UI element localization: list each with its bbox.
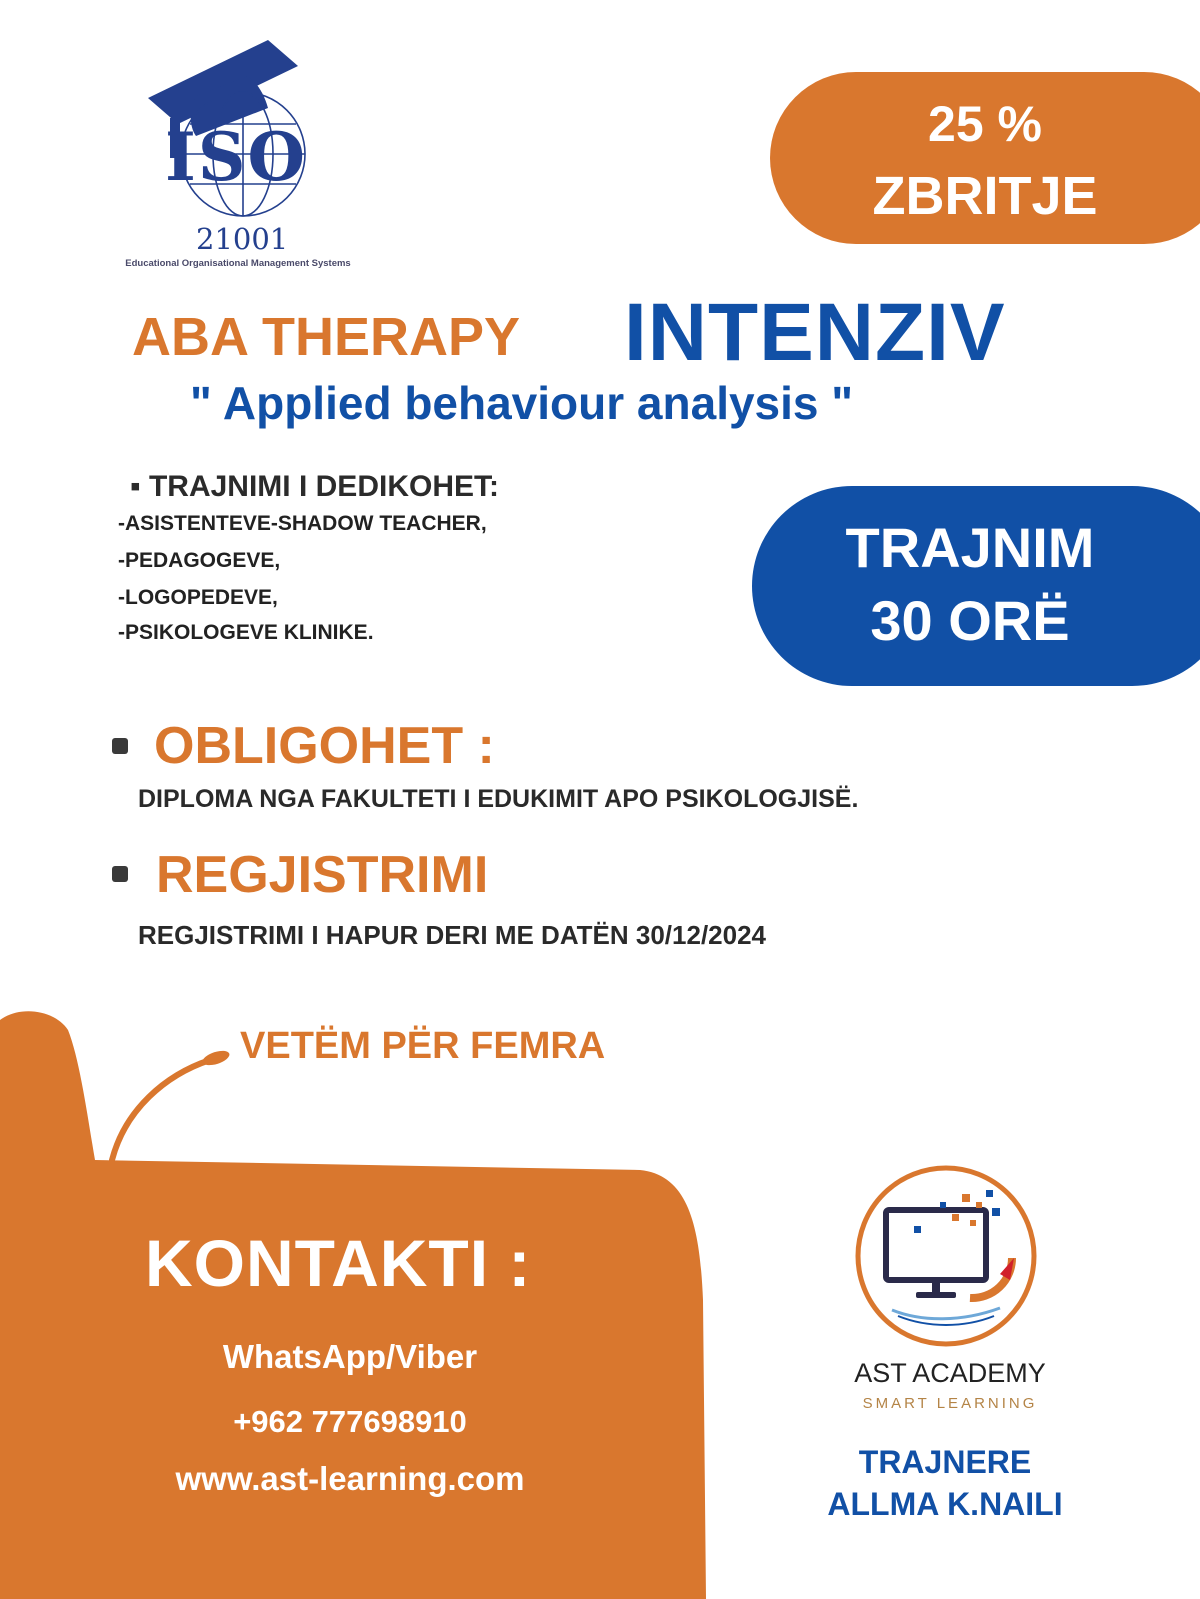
training-label: TRAJNIM — [845, 516, 1095, 579]
ast-academy-logo — [852, 1162, 1040, 1350]
registration-title: REGJISTRIMI — [156, 846, 489, 904]
headline-intenziv: INTENZIV — [624, 287, 1006, 378]
arrow-curve — [112, 1060, 210, 1160]
contact-website[interactable]: www.ast-learning.com — [175, 1460, 525, 1497]
dedicated-heading: ▪ TRAJNIMI I DEDIKOHET: — [130, 470, 499, 503]
contact-phone[interactable]: +962 777698910 — [233, 1404, 467, 1439]
academy-name: AST ACADEMY — [854, 1358, 1046, 1388]
headline-subtitle: " Applied behaviour analysis " — [190, 377, 854, 429]
dedicated-item: -PSIKOLOGEVE KLINIKE. — [118, 621, 374, 644]
iso-subtitle: Educational Organisational Management Systems — [125, 258, 351, 269]
academy-tagline: SMART LEARNING — [862, 1395, 1038, 1412]
headline-aba-therapy: ABA THERAPY — [132, 307, 521, 367]
contact-channel: WhatsApp/Viber — [222, 1338, 478, 1375]
discount-label: ZBRITJE — [872, 166, 1098, 226]
trainer-name: ALLMA K.NAILI — [827, 1486, 1063, 1522]
training-hours: 30 ORË — [870, 589, 1070, 652]
registration-text: REGJISTRIMI I HAPUR DERI ME DATËN 30/12/2024 — [138, 920, 767, 950]
dedicated-item: -LOGOPEDEVE, — [118, 586, 278, 609]
iso-wordmark: ISO — [165, 118, 308, 196]
dedicated-item: -ASISTENTEVE-SHADOW TEACHER, — [118, 512, 487, 535]
iso-number: 21001 — [196, 222, 289, 256]
requirements-title: OBLIGOHET : — [154, 717, 495, 775]
requirements-text: DIPLOMA NGA FAKULTETI I EDUKIMIT APO PSIKOLOGJISË. — [138, 785, 859, 813]
women-only-note: VETËM PËR FEMRA — [240, 1025, 606, 1067]
arrow-tip — [201, 1048, 231, 1068]
trainer-label: TRAJNERE — [858, 1444, 1032, 1480]
contact-title: KONTAKTI : — [145, 1226, 532, 1300]
bullet-square-icon — [112, 866, 128, 882]
dedicated-item: -PEDAGOGEVE, — [118, 549, 281, 572]
discount-percent: 25 % — [928, 96, 1042, 152]
bullet-square-icon — [112, 738, 128, 754]
